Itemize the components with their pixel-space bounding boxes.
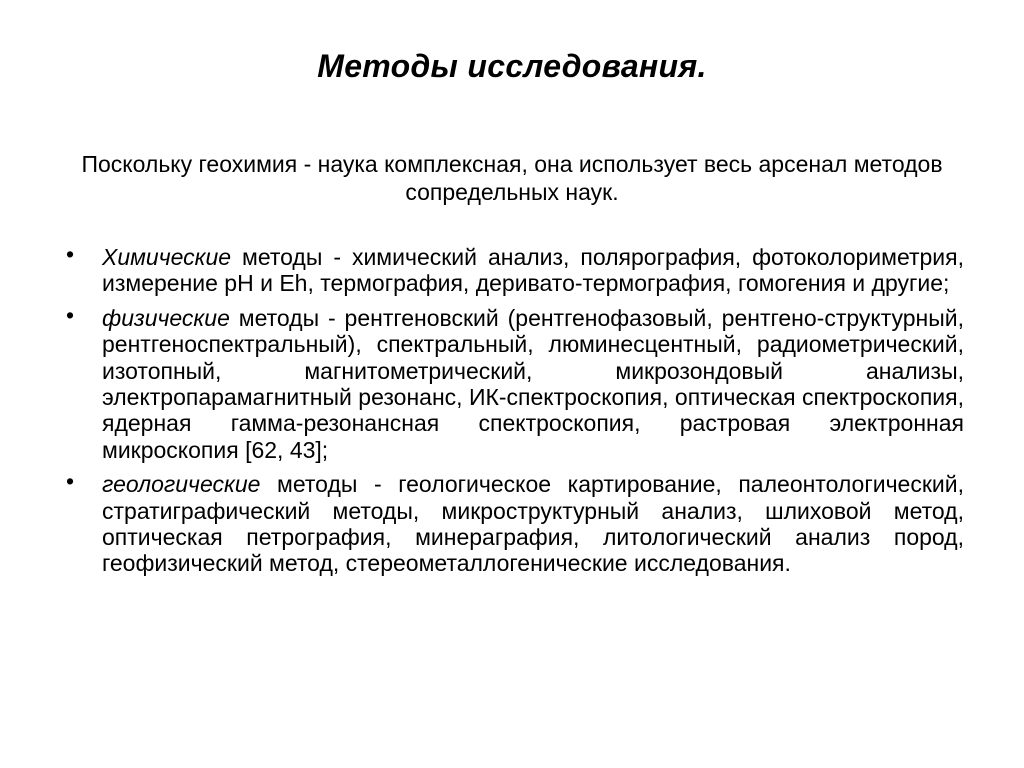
term-chemical: Химические <box>102 244 232 270</box>
slide-title: Методы исследования. <box>317 48 707 84</box>
intro-paragraph: Поскольку геохимия - наука комплексная, она использует весь арсенал методов сопредельных наук. <box>81 151 943 205</box>
list-item-chemical <box>60 241 964 297</box>
item-text-physical: методы - рентгеновский (рентгенофазовый, рентгено-структурный, рентгеноспектральный), спектральный, люминесцентный, радиометрический, изотопный, магнитометрический, микрозондовый анализы, электропарамагнитный резонанс, ИК-спектроскопия, оптическая спектроскопия, ядерная гамма-резонансная спектроскопия, растровая электронная микроскопия [62, 43]; <box>102 304 964 463</box>
list-item-physical <box>60 301 964 463</box>
term-physical: физические <box>102 304 230 331</box>
item-text-geological: методы - геологическое картирование, палеонтологический, стратиграфический методы, микроструктурный анализ, шлиховой метод, оптическая петрография, минераграфия, литологический анализ пород, геофизический метод, стереометаллогенические исследования. <box>102 471 964 577</box>
methods-list <box>60 241 964 585</box>
bullet-icon: • <box>66 241 75 267</box>
bullet-icon: • <box>66 301 75 328</box>
list-item-geological <box>60 468 964 577</box>
term-geological: геологические <box>102 471 261 498</box>
item-text-chemical: методы - химический анализ, полярография, фотоколориметрия, измерение рН и Eh, термография, деривато-термография, гомогения и другие; <box>102 244 964 297</box>
bullet-icon: • <box>66 468 75 495</box>
